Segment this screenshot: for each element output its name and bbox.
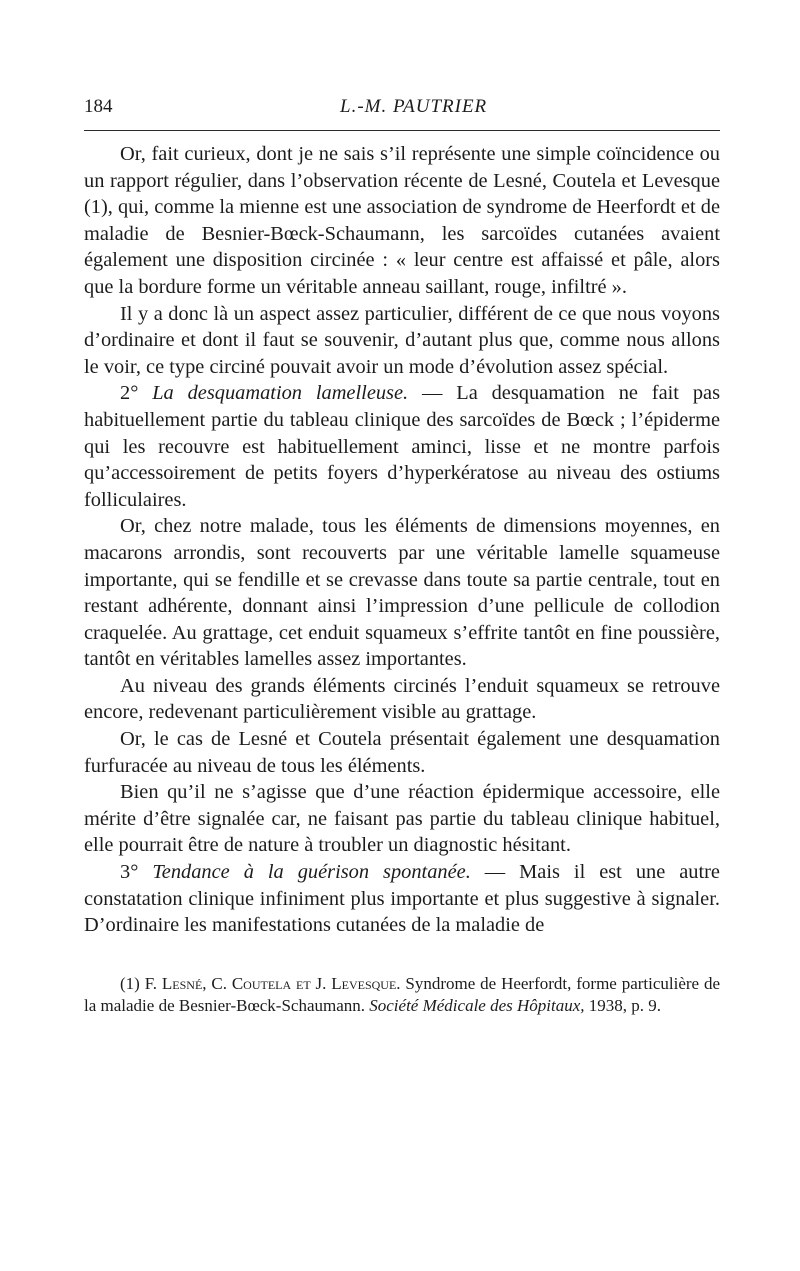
paragraph-text: — Mais il est une autre constatation clinique infiniment plus importante et plus suggestive à signaler. D’ordinaire les manifestations cutanées de la maladie de [84,861,720,937]
paragraph-text: Bien qu’il ne s’agisse que d’une réaction épidermique accessoire, elle mérite d’être signalée car, ne faisant pas partie du tableau clinique habituel, elle pourrait être de nature à troubler un diagnostic hésitant. [84,781,720,857]
footnote-1 [84,973,720,1017]
document-page [84,96,720,1016]
header-rule [84,130,720,131]
paragraph-text: — La desquamation ne fait pas habituellement partie du tableau clinique des sarcoïdes de Bœck ; l’épiderme qui les recouvre est habituellement aminci, lisse et ne montre parfois qu’accessoirement de petits foyers d’hyperkératose au niveau des ostiums folliculaires. [84,382,721,511]
footnote-journal: Société Médicale des Hôpitaux, [369,995,585,1015]
footnote-marker: (1) [120,973,145,993]
paragraph-6 [84,726,720,779]
paragraph-text: Il y a donc là un aspect assez particulier, différent de ce que nous voyons d’ordinaire et dont il faut se souvenir, d’autant plus que, comme nous allons le voir, ce type circiné pouvait avoir un mode d’évolution assez spécial. [84,302,720,378]
section-number: 2° [120,382,153,405]
paragraph-4 [84,513,720,673]
page-number: 184 [84,96,113,117]
paragraph-7 [84,779,720,859]
running-title: L.-M. PAUTRIER [340,96,488,117]
paragraph-text: Or, fait curieux, dont je ne sais s’il représente une simple coïncidence ou un rapport régulier, dans l’observation récente de Lesné, Coutela et Levesque (1), qui, comme la mienne est une association de syndrome de Heerfordt et de maladie de Besnier-Bœck-Schaumann, les sarcoïdes cutanées avaient également une disposition circinée : « leur centre est affaissé et pâle, alors que la bordure forme un véritable anneau saillant, rouge, infiltré ». [84,143,720,298]
footnotes [84,973,720,1017]
paragraph-text: Or, le cas de Lesné et Coutela présentait également une desquamation furfuracée au niveau de tous les éléments. [84,728,720,777]
footnote-text: Syndrome de Heerfordt, forme particulière de la maladie de Besnier-Bœck-Schaumann. [84,973,720,1015]
section-title: La desquamation lamelleuse. [152,382,409,405]
paragraph-1 [84,141,720,301]
footnote-authors: F. Lesné, C. Coutela et J. Levesque. [144,973,401,993]
section-title: Tendance à la guérison spontanée. [152,861,471,884]
body-text [84,141,720,939]
paragraph-text: Or, chez notre malade, tous les éléments de dimensions moyennes, en macarons arrondis, sont recouverts par une véritable lamelle squameuse importante, qui se fendille et se crevasse dans toute sa partie centrale, tout en restant adhérente, donnant ainsi l’impression d’une pellicule de collodion craquelée. Au grattage, cet enduit squameux s’effrite tantôt en fine poussière, tantôt en véritables lamelles assez importantes. [84,515,720,671]
section-number: 3° [120,861,153,884]
paragraph-5 [84,673,720,726]
footnote-tail: 1938, p. 9. [584,995,662,1015]
paragraph-8 [84,859,720,939]
paragraph-3 [84,380,720,513]
paragraph-2 [84,301,720,381]
running-head [84,96,720,126]
paragraph-text: Au niveau des grands éléments circinés l’enduit squameux se retrouve encore, redevenant particulièrement visible au grattage. [84,674,720,724]
